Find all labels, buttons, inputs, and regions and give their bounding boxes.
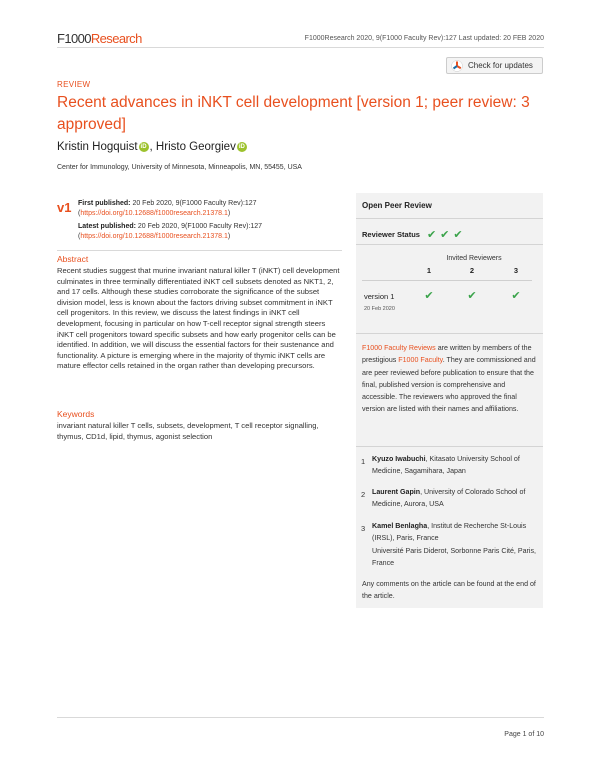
- reviewer-status: [362, 228, 463, 241]
- reviewer-status-label: Reviewer Status: [362, 230, 420, 239]
- panel-divider: [356, 218, 543, 219]
- reviewer-number: 1: [361, 457, 366, 466]
- reviewer-number: 3: [361, 524, 366, 533]
- latest-published: Latest published: 20 Feb 2020, 9(F1000 Faculty Rev):127 (https://doi.org/10.12688/f1000research.21378.1): [78, 223, 263, 240]
- doi-link[interactable]: https://doi.org/10.12688/f1000research.21378.1: [80, 233, 228, 240]
- table-divider: [362, 280, 532, 281]
- orcid-icon[interactable]: iD: [140, 144, 147, 150]
- faculty-link[interactable]: F1000 Faculty: [398, 356, 443, 365]
- keywords-heading: Keywords: [57, 409, 95, 419]
- affiliation: Center for Immunology, University of Minnesota, Minneapolis, MN, 55455, USA: [57, 164, 302, 171]
- version-row-label: version 1: [364, 292, 395, 301]
- version-row-date: 20 Feb 2020: [364, 306, 395, 312]
- reviewer-column-header: 2: [469, 266, 475, 275]
- report-check-icon[interactable]: ✔: [467, 290, 477, 302]
- first-published: First published: 20 Feb 2020, 9(F1000 Faculty Rev):127 (https://doi.org/10.12688/f1000research.21378.1): [78, 200, 257, 217]
- invited-reviewers-label: Invited Reviewers: [446, 255, 502, 262]
- header-citation: F1000Research 2020, 9(F1000 Faculty Rev):127 Last updated: 20 FEB 2020: [304, 35, 544, 42]
- report-check-icon[interactable]: ✔: [511, 290, 521, 302]
- reviewer-column-header: 1: [426, 266, 432, 275]
- abstract-heading: Abstract: [57, 254, 89, 264]
- reviewer-entry: Kyuzo Iwabuchi, Kitasato University School of Medicine, Sagamihara, Japan: [372, 455, 520, 476]
- comments-note: Any comments on the article can be found at the end of the article.: [362, 580, 536, 601]
- approved-check-icon: ✔: [426, 229, 437, 241]
- author-list: [57, 141, 248, 153]
- panel-divider: [356, 333, 543, 334]
- panel-divider: [356, 446, 543, 447]
- faculty-reviews-link[interactable]: F1000 Faculty Reviews: [362, 344, 436, 352]
- check-updates-icon: [451, 60, 463, 72]
- reviewer-entry: Kamel Benlagha, Institut de Recherche St-Louis (IRSL), Paris, France Université Paris Diderot, Sorbonne Paris Cité, Paris, France: [372, 522, 537, 567]
- report-check-icon[interactable]: ✔: [424, 290, 434, 302]
- doi-link[interactable]: https://doi.org/10.12688/f1000research.21378.1: [80, 210, 228, 217]
- page-number: Page 1 of 10: [504, 731, 544, 738]
- article-title: Recent advances in iNKT cell development [version 1; peer review: 3 approved]: [57, 94, 530, 133]
- approved-check-icon: ✔: [440, 229, 450, 241]
- author-link[interactable]: , Hristo Georgiev: [149, 141, 236, 153]
- check-updates-label: Check for updates: [468, 61, 533, 70]
- keywords-text: invariant natural killer T cells, subsets, development, T cell receptor signalling, thymus, CD1d, lipid, thymus, agonist selection: [57, 421, 319, 441]
- author-link[interactable]: Kristin Hogquist: [57, 141, 138, 153]
- version-badge: v1: [57, 200, 72, 215]
- orcid-icon[interactable]: iD: [238, 144, 245, 150]
- reviewer-number: 2: [361, 490, 366, 499]
- reviewer-entry: Laurent Gapin, University of Colorado School of Medicine, Aurora, USA: [372, 488, 526, 509]
- peer-review-title: Open Peer Review: [362, 201, 432, 210]
- faculty-reviews-note: F1000 Faculty Reviews are written by members of the prestigious F1000 Faculty. They are commissioned and are peer reviewed before publication to ensure that the final, published version is comprehensive and accessible. The reviewers who approved the final version are listed with their names and affiliations.: [362, 344, 536, 414]
- panel-divider: [356, 244, 543, 245]
- article-type: REVIEW: [57, 80, 91, 89]
- abstract-text: Recent studies suggest that murine invariant natural killer T (iNKT) cell development culminates in three terminally differentiated iNKT cell subsets denoted as NKT1, 2, and 17 cells. Although these studies corroborate the significance of the subset division model, less is known about the factors driving subset commitment in iNKT cell progenitors. In this review, we discuss the latest findings in iNKT cell development, focusing in particular on how T-cell receptor signal strength steers iNKT cell progenitors toward specific subsets and how early progenitor cells can be identified. In addition, we will discuss the essential factors for their sustenance and functionality. A picture is emerging where in the majority of thymic iNKT cells are mature effector cells retained in the organ rather than developing precursors.: [57, 266, 340, 371]
- journal-logo: F1000Research: [57, 31, 142, 46]
- approved-check-icon: ✔: [453, 229, 463, 241]
- header-divider: [57, 47, 544, 48]
- reviewer-column-header: 3: [513, 266, 519, 275]
- check-for-updates-button[interactable]: [446, 57, 543, 74]
- footer-divider: [57, 717, 544, 718]
- abstract-divider: [57, 250, 342, 251]
